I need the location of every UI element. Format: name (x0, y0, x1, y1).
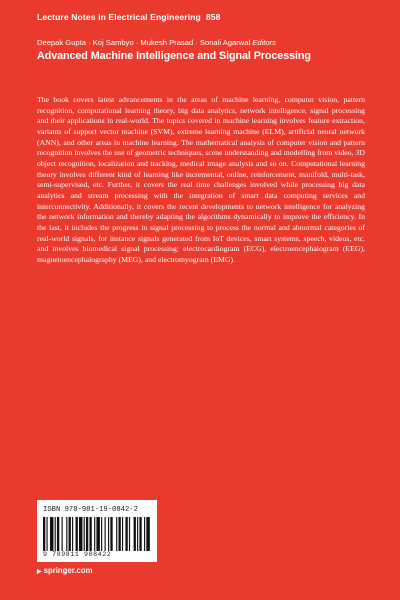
editors-line (37, 38, 276, 47)
isbn-label: ISBN 978-981-19-0842-2 (43, 506, 138, 514)
editors-role: Editors (252, 38, 276, 47)
book-description: The book covers latest advancements in the areas of machine learning, computer vision, pattern recognition, computational learning theory, big data analytics, network intelligence, signal processing and their applications in real-world. The topics covered in machine learning involves feature extraction, variants of support vector machine (SVM), extreme learning machine (ELM), artificial neural network (ANN), and other areas in machine learning. The mathematical analysis of computer vision and pattern recognition involves the use of geometric techniques, scene understanding and modelling from video, 3D object recognition, localization and tracking, medical image analysis and so on. Computational learning theory involves different kind of learning like incremental, online, reinforcement, manifold, multi-task, semi-supervised, etc. Further, it covers the real time challenges involved while processing big data analytics and stream processing with the integration of smart data computing services and interconnectivity. Additionally, it covers the recent developments to network intelligence for analyzing the network information and thereby adapting the algorithms dynamically to improve the efficiency. In the last, it includes the progress in signal processing to process the normal and abnormal categories of real-world signals, for instance signals generated from IoT devices, smart systems, speech, videos, etc. and involves biomedical signal processing: electrocardiogram (ECG), electroencephalogram (EEG), magnetoencephalography (MEG), and electromyogram (EMG). (37, 95, 365, 264)
book-title: Advanced Machine Intelligence and Signal Processing (37, 50, 311, 62)
publisher-link[interactable] (37, 566, 93, 575)
editor-names: Deepak Gupta · Koj Sambyo · Mukesh Prasad · Sonali Agarwal (37, 38, 251, 47)
series-volume: 858 (205, 12, 221, 22)
series-name: Lecture Notes in Electrical Engineering (37, 12, 201, 22)
series-heading (37, 12, 221, 22)
triangle-right-icon: ▶ (37, 569, 42, 575)
publisher-url: springer.com (43, 566, 93, 575)
barcode-panel (37, 500, 157, 562)
barcode-icon (43, 517, 151, 551)
barcode-digits: 9 789811 908422 (43, 551, 112, 558)
